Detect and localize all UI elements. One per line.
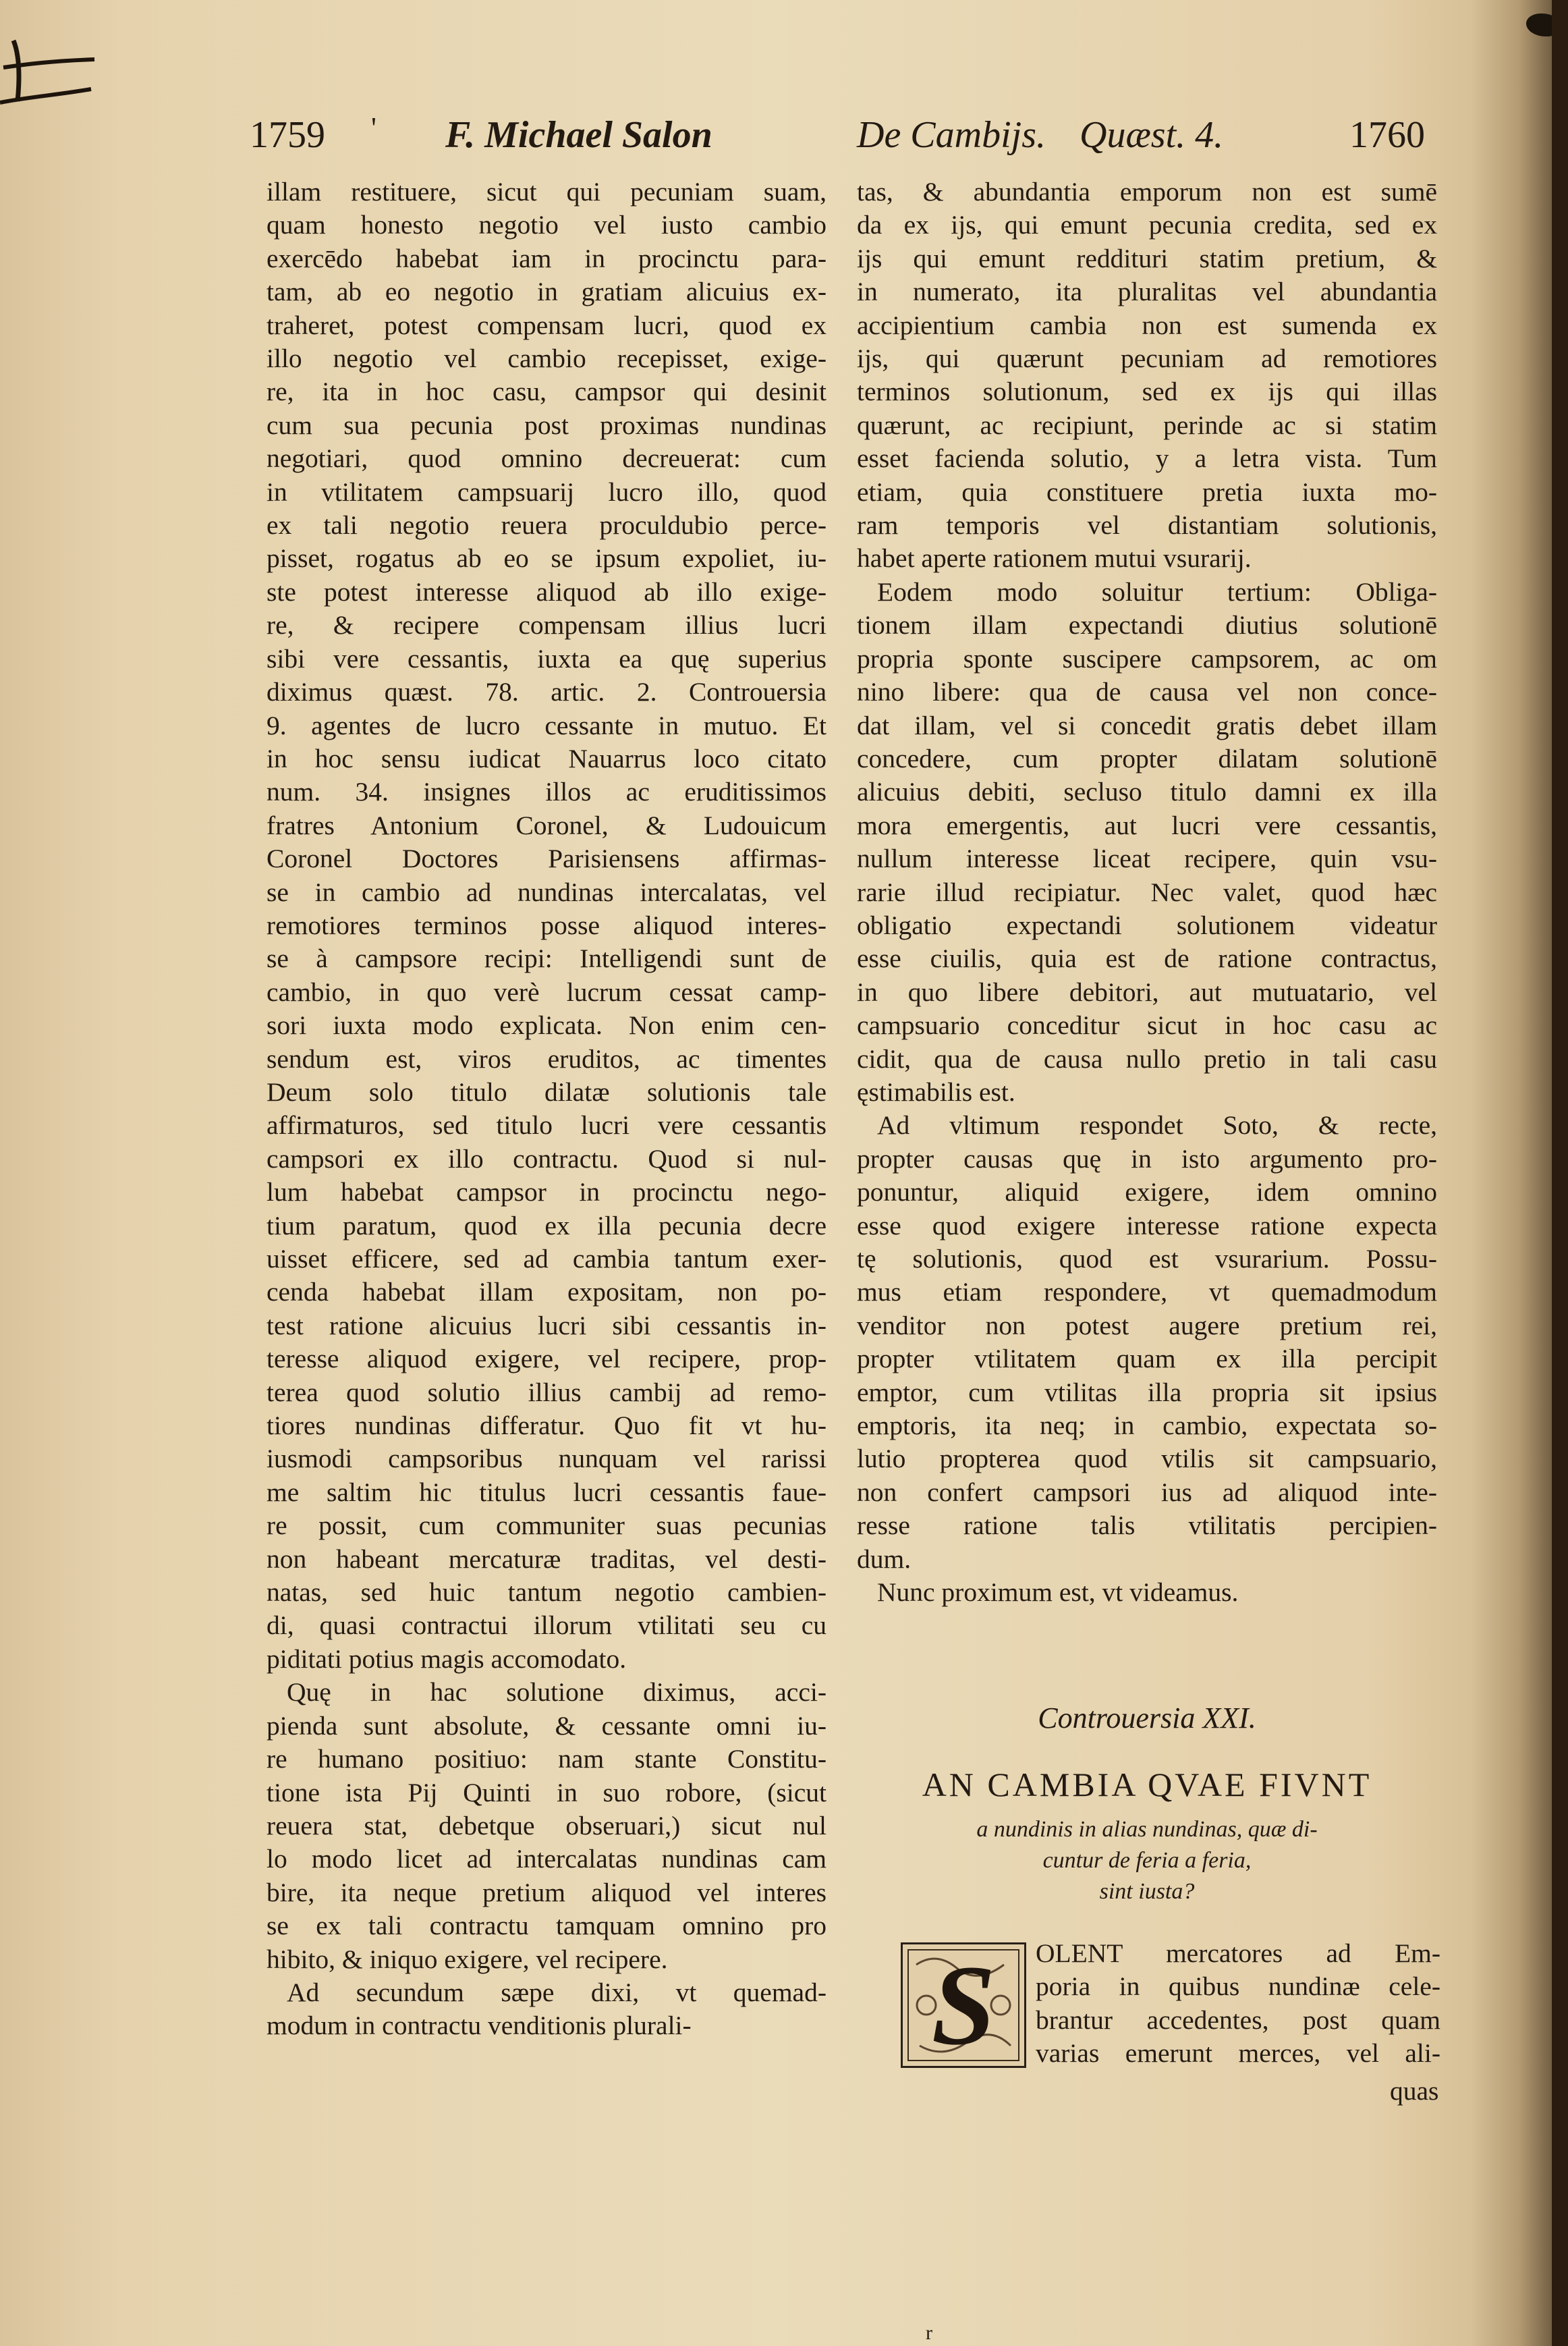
text-line: etiam, quia constituere pretia iuxta mo-: [857, 476, 1437, 507]
text-line: ijs qui emunt reddituri statim pretium, &: [857, 243, 1437, 273]
text-line: tam, ab eo negotio in gratiam alicuius ex-: [267, 277, 827, 307]
question-label: Quæst. 4.: [1080, 114, 1224, 156]
text-line: esse ciuilis, quia est de ratione contractus,: [857, 944, 1437, 974]
text-line: ponuntur, aliquid exigere, idem omnino: [857, 1177, 1437, 1207]
text-line: nullum interesse liceat recipere, quin vsu-: [857, 844, 1437, 874]
text-line: propter vtilitatem quam ex illa percipit: [857, 1344, 1437, 1374]
text-line: terea quod solutio illius cambij ad remo-: [267, 1377, 827, 1407]
left-page-number: 1759: [250, 114, 325, 156]
text-line: in numerato, ita pluralitas vel abundantia: [857, 277, 1437, 307]
text-line: piditati potius magis accomodato.: [267, 1643, 627, 1674]
text-line: habet aperte rationem mutui vsurarij.: [857, 543, 1252, 574]
left-text-column: [267, 175, 827, 2043]
text-line: pisset, rogatus ab eo se ipsum expoliet, iu-: [267, 543, 827, 574]
text-line: tione ista Pij Quinti in suo robore, (sicut: [267, 1777, 827, 1807]
text-line: reuera stat, debetque obseruari,) sicut nul: [267, 1810, 827, 1840]
text-line: ęstimabilis est.: [857, 1076, 1015, 1107]
text-line: modum in contractu venditionis plurali-: [267, 2011, 692, 2041]
text-line: accipientium cambia non est sumenda ex: [857, 310, 1437, 340]
text-line: esset facienda solutio, y a letra vista. Tum: [857, 443, 1437, 474]
text-line: tionem illam expectandi diutius solutionē: [857, 610, 1437, 640]
controversy-title: AN CAMBIA QVAE FIVNT: [922, 1766, 1372, 1803]
text-line: sendum est, viros eruditos, ac timentes: [267, 1043, 827, 1074]
page-edge-shadow: [1471, 0, 1552, 2346]
text-line: se in cambio ad nundinas intercalatas, vel: [267, 877, 827, 907]
subtitle-line: a nundinis in alias nundinas, quæ di-: [976, 1817, 1318, 1842]
footer-mark: r: [926, 2322, 932, 2344]
text-line: num. 34. insignes illos ac eruditissimos: [267, 777, 827, 807]
text-line: sori iuxta modo explicata. Non enim cen-: [267, 1010, 827, 1041]
text-line: ijs, qui quærunt pecuniam ad remotiores: [857, 344, 1437, 374]
text-line: Eodem modo soluitur tertium: Obliga-: [877, 576, 1437, 607]
text-line: 9. agentes de lucro cessante in mutuo. Et: [267, 710, 827, 740]
subtitle-line: cuntur de feria a feria,: [1042, 1848, 1252, 1873]
text-line: emptoris, ita neq; in cambio, expectata so-: [857, 1411, 1437, 1441]
text-line: me saltim hic titulus lucri cessantis faue-: [267, 1477, 827, 1507]
text-line: varias emerunt merces, vel ali-: [1036, 2038, 1440, 2069]
text-line: mora emergentis, aut lucri vere cessantis,: [857, 810, 1437, 840]
text-line: cidit, qua de causa nullo pretio in tali casu: [857, 1043, 1437, 1074]
controversy-heading: Controuersia XXI.: [1038, 1701, 1256, 1735]
text-line: diximus quæst. 78. artic. 2. Controuersia: [267, 677, 827, 707]
text-line: affirmaturos, sed titulo lucri vere cessantis: [267, 1110, 827, 1141]
text-line: exercēdo habebat iam in procinctu para-: [267, 243, 827, 273]
text-line: ram temporis vel distantiam solutionis,: [857, 510, 1437, 541]
running-header: [250, 113, 1437, 167]
text-line: non habeant mercaturæ traditas, vel desti-: [267, 1544, 827, 1574]
text-line: teresse aliquod exigere, vel recipere, prop-: [267, 1344, 827, 1374]
text-line: lutio propterea quod vtilis sit campsuario,: [857, 1444, 1437, 1474]
text-line: resse ratione talis vtilitatis percipien-: [857, 1510, 1437, 1541]
margin-scribble: [0, 27, 101, 121]
text-line: tiores nundinas differatur. Quo fit vt hu-: [267, 1411, 827, 1441]
text-line: mus etiam respondere, vt quemadmodum: [857, 1277, 1437, 1307]
text-line: lum habebat campsor in procinctu nego-: [267, 1177, 827, 1207]
text-line: se ex tali contractu tamquam omnino pro: [267, 1911, 827, 1941]
text-line: uisset efficere, sed ad cambia tantum exer-: [267, 1244, 827, 1274]
text-line: traheret, potest compensam lucri, quod ex: [267, 310, 827, 340]
text-line: in hoc sensu iudicat Nauarrus loco citato: [267, 743, 827, 773]
text-line: in quo libere debitori, aut mutuatario, vel: [857, 977, 1437, 1007]
text-line: dat illam, vel si concedit gratis debet illam: [857, 710, 1437, 740]
decorated-initial: [901, 1942, 1026, 2068]
text-line: Ad secundum sæpe dixi, vt quemad-: [287, 1977, 827, 2007]
text-line: negotiari, quod omnino decreuerat: cum: [267, 443, 827, 474]
text-line: venditor non potest augere pretium rei,: [857, 1310, 1437, 1340]
text-line: alicuius debiti, secluso titulo damni ex illa: [857, 777, 1437, 807]
text-line: re humano positiuo: nam stante Constitu-: [267, 1744, 827, 1774]
text-line: OLENT mercatores ad Em-: [1036, 1938, 1440, 1968]
text-line: remotiores terminos posse aliquod interes-: [267, 910, 827, 940]
text-line: rarie illud recipiatur. Nec valet, quod hæc: [857, 877, 1437, 907]
text-line: pienda sunt absolute, & cessante omni iu-: [267, 1710, 827, 1741]
text-line: re, ita in hoc casu, campsor qui desinit: [267, 377, 827, 407]
text-line: di, quasi contractui illorum vtilitati seu cu: [267, 1610, 827, 1641]
text-line: cambio, in quo verè lucrum cessat camp-: [267, 977, 827, 1007]
text-line: illo negotio vel cambio recepisset, exige-: [267, 344, 827, 374]
text-line: Coronel Doctores Parisiensens affirmas-: [267, 844, 827, 874]
text-line: obligatio expectandi solutionem videatur: [857, 910, 1437, 940]
controversy-subtitle: [857, 1814, 1437, 1907]
text-line: concedere, cum propter dilatam solutionē: [857, 743, 1437, 773]
text-line: ex tali negotio reuera proculdubio perce-: [267, 510, 827, 541]
text-line: terminos solutionum, sed ex ijs qui illas: [857, 377, 1437, 407]
text-line: re possit, cum communiter suas pecunias: [267, 1510, 827, 1541]
text-line: tium paratum, quod ex illa pecunia decre: [267, 1210, 827, 1240]
catchword: quas: [1390, 2076, 1439, 2106]
text-line: campsori ex illo contractu. Quod si nul-: [267, 1143, 827, 1174]
text-line: esse quod exigere interesse ratione expecta: [857, 1210, 1437, 1240]
text-line: ste potest interesse aliquod ab illo exige-: [267, 576, 827, 607]
text-line: tas, & abundantia emporum non est sumē: [857, 177, 1437, 207]
text-line: Deum solo titulo dilatæ solutionis tale: [267, 1076, 827, 1107]
text-line: non confert campsori ius ad aliquod inte-: [857, 1477, 1437, 1507]
text-line: natas, sed huic tantum negotio cambien-: [267, 1577, 827, 1608]
text-line: hibito, & iniquo exigere, vel recipere.: [267, 1944, 668, 1974]
text-line: test ratione alicuius lucri sibi cessantis in-: [267, 1310, 827, 1340]
initial-letter: S: [931, 1942, 996, 2069]
text-line: bire, ita neque pretium aliquod vel interes: [267, 1877, 827, 1907]
text-line: cenda habebat illam expositam, non po-: [267, 1277, 827, 1307]
text-line: se à campsore recipi: Intelligendi sunt de: [267, 944, 827, 974]
text-line: in vtilitatem campsuarij lucro illo, quod: [267, 476, 827, 507]
text-line: dum.: [857, 1544, 912, 1574]
text-line: poria in quibus nundinæ cele-: [1036, 1971, 1440, 2002]
text-line: Nunc proximum est, vt videamus.: [877, 1577, 1239, 1608]
drop-cap-text: [1036, 1937, 1440, 2071]
left-running-title: F. Michael Salon: [445, 114, 712, 156]
text-line: Quę in hac solutione diximus, acci-: [287, 1677, 827, 1708]
text-line: illam restituere, sicut qui pecuniam suam,: [267, 177, 827, 207]
text-line: sibi vere cessantis, iuxta ea quę superius: [267, 643, 827, 674]
text-line: Ad vltimum respondet Soto, & recte,: [877, 1110, 1437, 1141]
text-line: propter causas quę in isto argumento pro-: [857, 1143, 1437, 1174]
right-text-column: [857, 175, 1437, 1609]
text-line: propria sponte suscipere campsorem, ac om: [857, 643, 1437, 674]
right-running-title: De Cambijs.: [857, 114, 1046, 156]
header-mark: ': [371, 111, 376, 144]
text-line: emptor, cum vtilitas illa propria sit ipsius: [857, 1377, 1437, 1407]
subtitle-line: sint iusta?: [1099, 1879, 1195, 1904]
text-line: da ex ijs, qui emunt pecunia credita, sed ex: [857, 210, 1437, 240]
text-line: quam honesto negotio vel iusto cambio: [267, 210, 827, 240]
right-page-number: 1760: [1349, 114, 1425, 156]
text-line: tę solutionis, quod est vsurarium. Possu-: [857, 1244, 1437, 1274]
text-line: fratres Antonium Coronel, & Ludouicum: [267, 810, 827, 840]
text-line: iusmodi campsoribus nunquam vel rarissi: [267, 1444, 827, 1474]
text-line: brantur accedentes, post quam: [1036, 2004, 1440, 2035]
text-line: nino libere: qua de causa vel non conce-: [857, 677, 1437, 707]
text-line: quærunt, ac recipiunt, perinde ac si statim: [857, 410, 1437, 440]
text-line: cum sua pecunia post proximas nundinas: [267, 410, 827, 440]
text-line: lo modo licet ad intercalatas nundinas cam: [267, 1844, 827, 1874]
text-line: re, & recipere compensam illius lucri: [267, 610, 827, 640]
text-line: campsuario conceditur sicut in hoc casu ac: [857, 1010, 1437, 1041]
